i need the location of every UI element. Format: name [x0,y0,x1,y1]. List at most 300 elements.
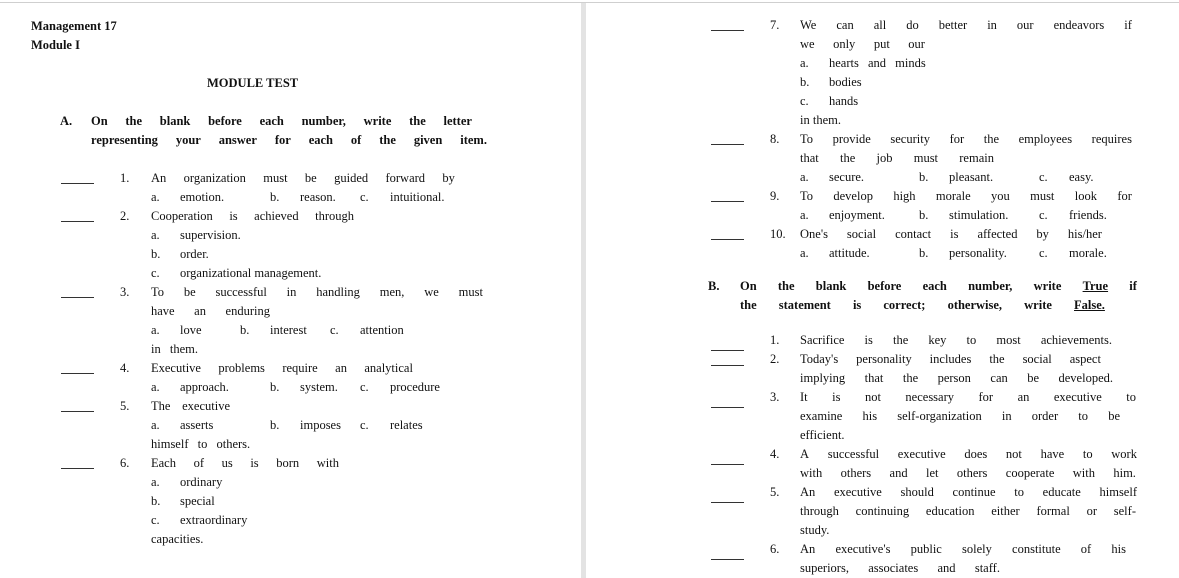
word: False. [1074,298,1105,312]
question-stem-line2 [800,35,925,54]
question-stem [151,283,483,302]
course-title: Management 17 [31,19,117,33]
word: the [379,133,396,147]
word: be [1027,371,1040,385]
question-stem [151,169,455,188]
statement-text [800,331,1112,350]
word: is [852,298,862,312]
word: if [1124,18,1132,32]
word: associates [868,561,919,575]
word: let [925,466,939,480]
question-stem [800,225,1102,244]
word: write [1033,279,1062,293]
word: can [836,18,854,32]
word: enduring [225,304,270,318]
word: job [876,151,893,165]
option-letter: c. [1039,170,1048,184]
word: can [990,371,1008,385]
word: executive's [835,542,891,556]
statement-text [800,483,1137,502]
word: must [1030,189,1055,203]
option-text: extraordinary [180,513,248,527]
word: to [1082,447,1093,461]
statement-text [800,350,1101,369]
statement-number: 1. [770,333,780,347]
question-stem-line2 [151,302,270,321]
question-tail: in them. [151,342,198,356]
word: solely [962,542,992,556]
question-stem [151,359,413,378]
word: do [906,18,919,32]
option-letter: b. [919,208,929,222]
answer-blank[interactable] [711,350,744,351]
word: endeavors [1053,18,1105,32]
word: necessary [905,390,955,404]
word: for [949,132,965,146]
option-letter: a. [800,208,809,222]
statement-number: 6. [770,542,780,556]
option-letter: b. [270,380,280,394]
word: number, [968,279,1013,293]
option-text: system. [300,380,338,394]
word: to [1078,409,1089,423]
question-stem [151,397,230,416]
option-text: attention [360,323,404,337]
word: contact [895,227,932,241]
word: self-organization [897,409,982,423]
question-number: 5. [120,399,130,413]
option-letter: a. [151,475,160,489]
word: we [800,37,815,51]
option-text: interest [270,323,307,337]
word: implying [800,371,846,385]
statement-text-line3: study. [800,523,830,537]
word: most [996,333,1021,347]
question-number: 10. [770,227,786,241]
option-letter: b. [800,75,810,89]
word: the [989,352,1005,366]
option-letter: c. [800,94,809,108]
word: letter [443,114,472,128]
answer-blank[interactable] [61,221,94,222]
word: high [893,189,916,203]
word: the [892,333,909,347]
option-text: attitude. [829,246,870,260]
word: public [910,542,942,556]
statement-text [800,540,1126,559]
option-text: secure. [829,170,865,184]
word: him. [1113,466,1136,480]
answer-blank[interactable] [711,407,744,408]
word: an [335,361,347,375]
word: if [1129,279,1137,293]
word: given [413,133,443,147]
word: before [867,279,902,293]
word: look [1074,189,1097,203]
word: others [956,466,988,480]
word: each [308,133,334,147]
option-text: hearts and minds [829,56,926,70]
question-number: 8. [770,132,780,146]
word: successful [827,447,880,461]
word: statement [778,298,831,312]
question-number: 3. [120,285,130,299]
option-text: asserts [180,418,214,432]
word: in [286,285,297,299]
word: write [363,114,392,128]
question-tail: in them. [800,113,841,127]
answer-blank[interactable] [61,183,94,184]
part-b-instruction-line2 [740,296,1105,315]
word: that [864,371,884,385]
word: requires [1091,132,1132,146]
answer-blank[interactable] [711,239,744,240]
question-tail: himself to others. [151,437,251,451]
answer-blank[interactable] [711,144,744,145]
answer-blank[interactable] [61,297,94,298]
word: Each [151,456,176,470]
option-text: friends. [1069,208,1107,222]
word: his [862,409,878,423]
answer-blank[interactable] [711,559,744,560]
word: is [250,456,259,470]
question-stem [151,454,339,473]
word: only [833,37,856,51]
word: us [221,456,233,470]
statement-number: 2. [770,352,780,366]
option-text: reason. [300,190,336,204]
word: It [800,390,808,404]
word: in [987,18,997,32]
word: the [983,132,1000,146]
word: security [890,132,930,146]
option-letter: b. [270,190,280,204]
word: for [1117,189,1132,203]
word: blank [159,114,191,128]
word: person [937,371,971,385]
word: with [316,456,339,470]
word: education [925,504,975,518]
option-text: supervision. [180,228,241,242]
word: of [1080,542,1092,556]
answer-blank[interactable] [711,201,744,202]
question-number: 7. [770,18,780,32]
option-letter: b. [151,247,161,261]
word: blank [815,279,847,293]
word: educate [1042,485,1081,499]
word: the [902,371,919,385]
word: continuing [855,504,910,518]
part-a-instruction-line2 [91,131,487,150]
question-tail: capacities. [151,532,204,546]
test-title: MODULE TEST [207,76,299,90]
word: item. [460,133,487,147]
word: in [1001,409,1012,423]
question-stem [800,187,1132,206]
word: staff. [974,561,1000,575]
statement-number: 4. [770,447,780,461]
word: the [839,151,856,165]
word: all [873,18,887,32]
word: not [1005,447,1022,461]
word: men, [379,285,405,299]
word: himself [1099,485,1137,499]
word: the [125,114,143,128]
option-letter: b. [919,170,929,184]
option-text: intuitional. [390,190,445,204]
option-text: pleasant. [949,170,994,184]
option-letter: c. [330,323,339,337]
option-text: stimulation. [949,208,1009,222]
statement-text-line3: efficient. [800,428,845,442]
question-stem [800,16,1132,35]
word: his [1111,542,1126,556]
option-text: order. [180,247,209,261]
word: order [1031,409,1059,423]
word: better [938,18,968,32]
question-number: 6. [120,456,130,470]
word: employees [1018,132,1073,146]
word: to [1014,485,1024,499]
document-page-right [586,3,1179,578]
word: have [151,304,175,318]
word: Sacrifice [800,333,845,347]
word: True [1082,279,1109,293]
word: to [1126,390,1136,404]
option-letter: c. [360,190,369,204]
word: and [889,466,908,480]
word: provide [832,132,871,146]
question-stem-line2 [800,149,994,168]
word: to [966,333,977,347]
option-text: approach. [180,380,229,394]
word: is [864,333,873,347]
option-text: procedure [390,380,440,394]
word: is [832,390,841,404]
word: write [1024,298,1052,312]
word: each [922,279,947,293]
word: developed. [1058,371,1113,385]
word: through [800,504,839,518]
word: or [1086,504,1097,518]
word: executive [1053,390,1102,404]
word: of [350,133,362,147]
statement-text-line2 [800,369,1113,388]
option-letter: a. [151,380,160,394]
word: work [1111,447,1137,461]
answer-blank[interactable] [711,30,744,31]
document-page-left [0,3,581,578]
word: require [282,361,318,375]
answer-blank[interactable] [711,365,744,366]
question-stem [151,207,354,226]
word: is [229,209,238,223]
word: To [151,285,165,299]
word: an [194,304,206,318]
word: that [800,151,819,165]
answer-blank[interactable] [61,411,94,412]
option-text: bodies [829,75,862,89]
word: cooperate [1005,466,1055,480]
word: by [442,171,455,185]
word: executive [897,447,946,461]
word: remain [959,151,994,165]
word: with [1072,466,1095,480]
option-text: enjoyment. [829,208,885,222]
word: forward [385,171,426,185]
word: answer [218,133,257,147]
word: Today's [800,352,839,366]
word: To [800,189,814,203]
word: problems [218,361,265,375]
statement-text-line2 [800,559,1000,578]
word: through [315,209,354,223]
statement-number: 5. [770,485,780,499]
option-text: imposes [300,418,341,432]
word: examine [800,409,843,423]
question-number: 9. [770,189,780,203]
word: either [991,504,1020,518]
word: should [900,485,934,499]
word: guided [334,171,369,185]
word: formal [1036,504,1070,518]
word: We [800,18,817,32]
option-text: ordinary [180,475,223,489]
option-text: emotion. [180,190,225,204]
word: key [928,333,947,347]
word: we [424,285,439,299]
word: On [91,114,108,128]
question-number: 4. [120,361,130,375]
word: his/her [1067,227,1102,241]
word: others [840,466,872,480]
option-letter: c. [360,380,369,394]
word: with [800,466,823,480]
option-letter: c. [151,513,160,527]
option-letter: c. [360,418,369,432]
word: before [208,114,242,128]
word: of [193,456,204,470]
option-letter: c. [1039,246,1048,260]
option-text: hands [829,94,859,108]
answer-blank[interactable] [711,464,744,465]
word: be [304,171,317,185]
answer-blank[interactable] [711,502,744,503]
option-letter: a. [151,190,160,204]
word: representing [91,133,158,147]
option-letter: c. [1039,208,1048,222]
option-letter: b. [919,246,929,260]
word: social [846,227,877,241]
word: and [937,561,956,575]
word: the [409,114,426,128]
word: the [740,298,757,312]
word: not [864,390,881,404]
option-letter: a. [800,56,809,70]
option-text: easy. [1069,170,1094,184]
word: The [151,399,171,413]
option-text: personality. [949,246,1007,260]
word: otherwise, [947,298,1003,312]
statement-text [800,445,1137,464]
word: develop [833,189,873,203]
word: successful [215,285,267,299]
word: self- [1113,504,1136,518]
word: morale [935,189,971,203]
word: achieved [254,209,299,223]
word: personality [856,352,912,366]
option-text: special [180,494,215,508]
question-number: 2. [120,209,130,223]
option-text: love [180,323,202,337]
word: be [183,285,196,299]
word: number, [301,114,346,128]
option-text: morale. [1069,246,1107,260]
word: you [990,189,1010,203]
word: for [274,133,291,147]
word: social [1022,352,1052,366]
word: must [458,285,483,299]
word: One's [800,227,828,241]
word: superiors, [800,561,849,575]
word: by [1036,227,1049,241]
word: Executive [151,361,201,375]
option-letter: a. [151,228,160,242]
word: executive [182,399,230,413]
word: born [276,456,300,470]
word: have [1040,447,1065,461]
word: your [175,133,201,147]
word: An [800,542,816,556]
word: constitute [1012,542,1061,556]
part-a-label: A. [60,114,73,128]
word: the [777,279,795,293]
word: A [800,447,810,461]
option-letter: c. [151,266,160,280]
part-b-label: B. [708,279,720,293]
word: aspect [1069,352,1101,366]
statement-text-line2 [800,502,1136,521]
answer-blank[interactable] [61,373,94,374]
answer-blank[interactable] [61,468,94,469]
option-letter: a. [151,418,160,432]
word: An [800,485,816,499]
word: each [259,114,284,128]
option-letter: b. [240,323,250,337]
statement-number: 3. [770,390,780,404]
word: organization [183,171,246,185]
word: for [978,390,994,404]
option-letter: a. [800,246,809,260]
word: correct; [883,298,926,312]
word: must [913,151,939,165]
option-letter: a. [800,170,809,184]
word: our [908,37,925,51]
word: executive [833,485,882,499]
part-b-instruction-line1 [740,277,1137,296]
word: affected [977,227,1018,241]
option-letter: b. [270,418,280,432]
word: includes [929,352,972,366]
word: is [950,227,959,241]
word: be [1108,409,1120,423]
word: Cooperation [151,209,213,223]
word: handling [316,285,360,299]
question-number: 1. [120,171,130,185]
word: does [964,447,988,461]
statement-text-line2 [800,464,1136,483]
word: achievements. [1040,333,1112,347]
